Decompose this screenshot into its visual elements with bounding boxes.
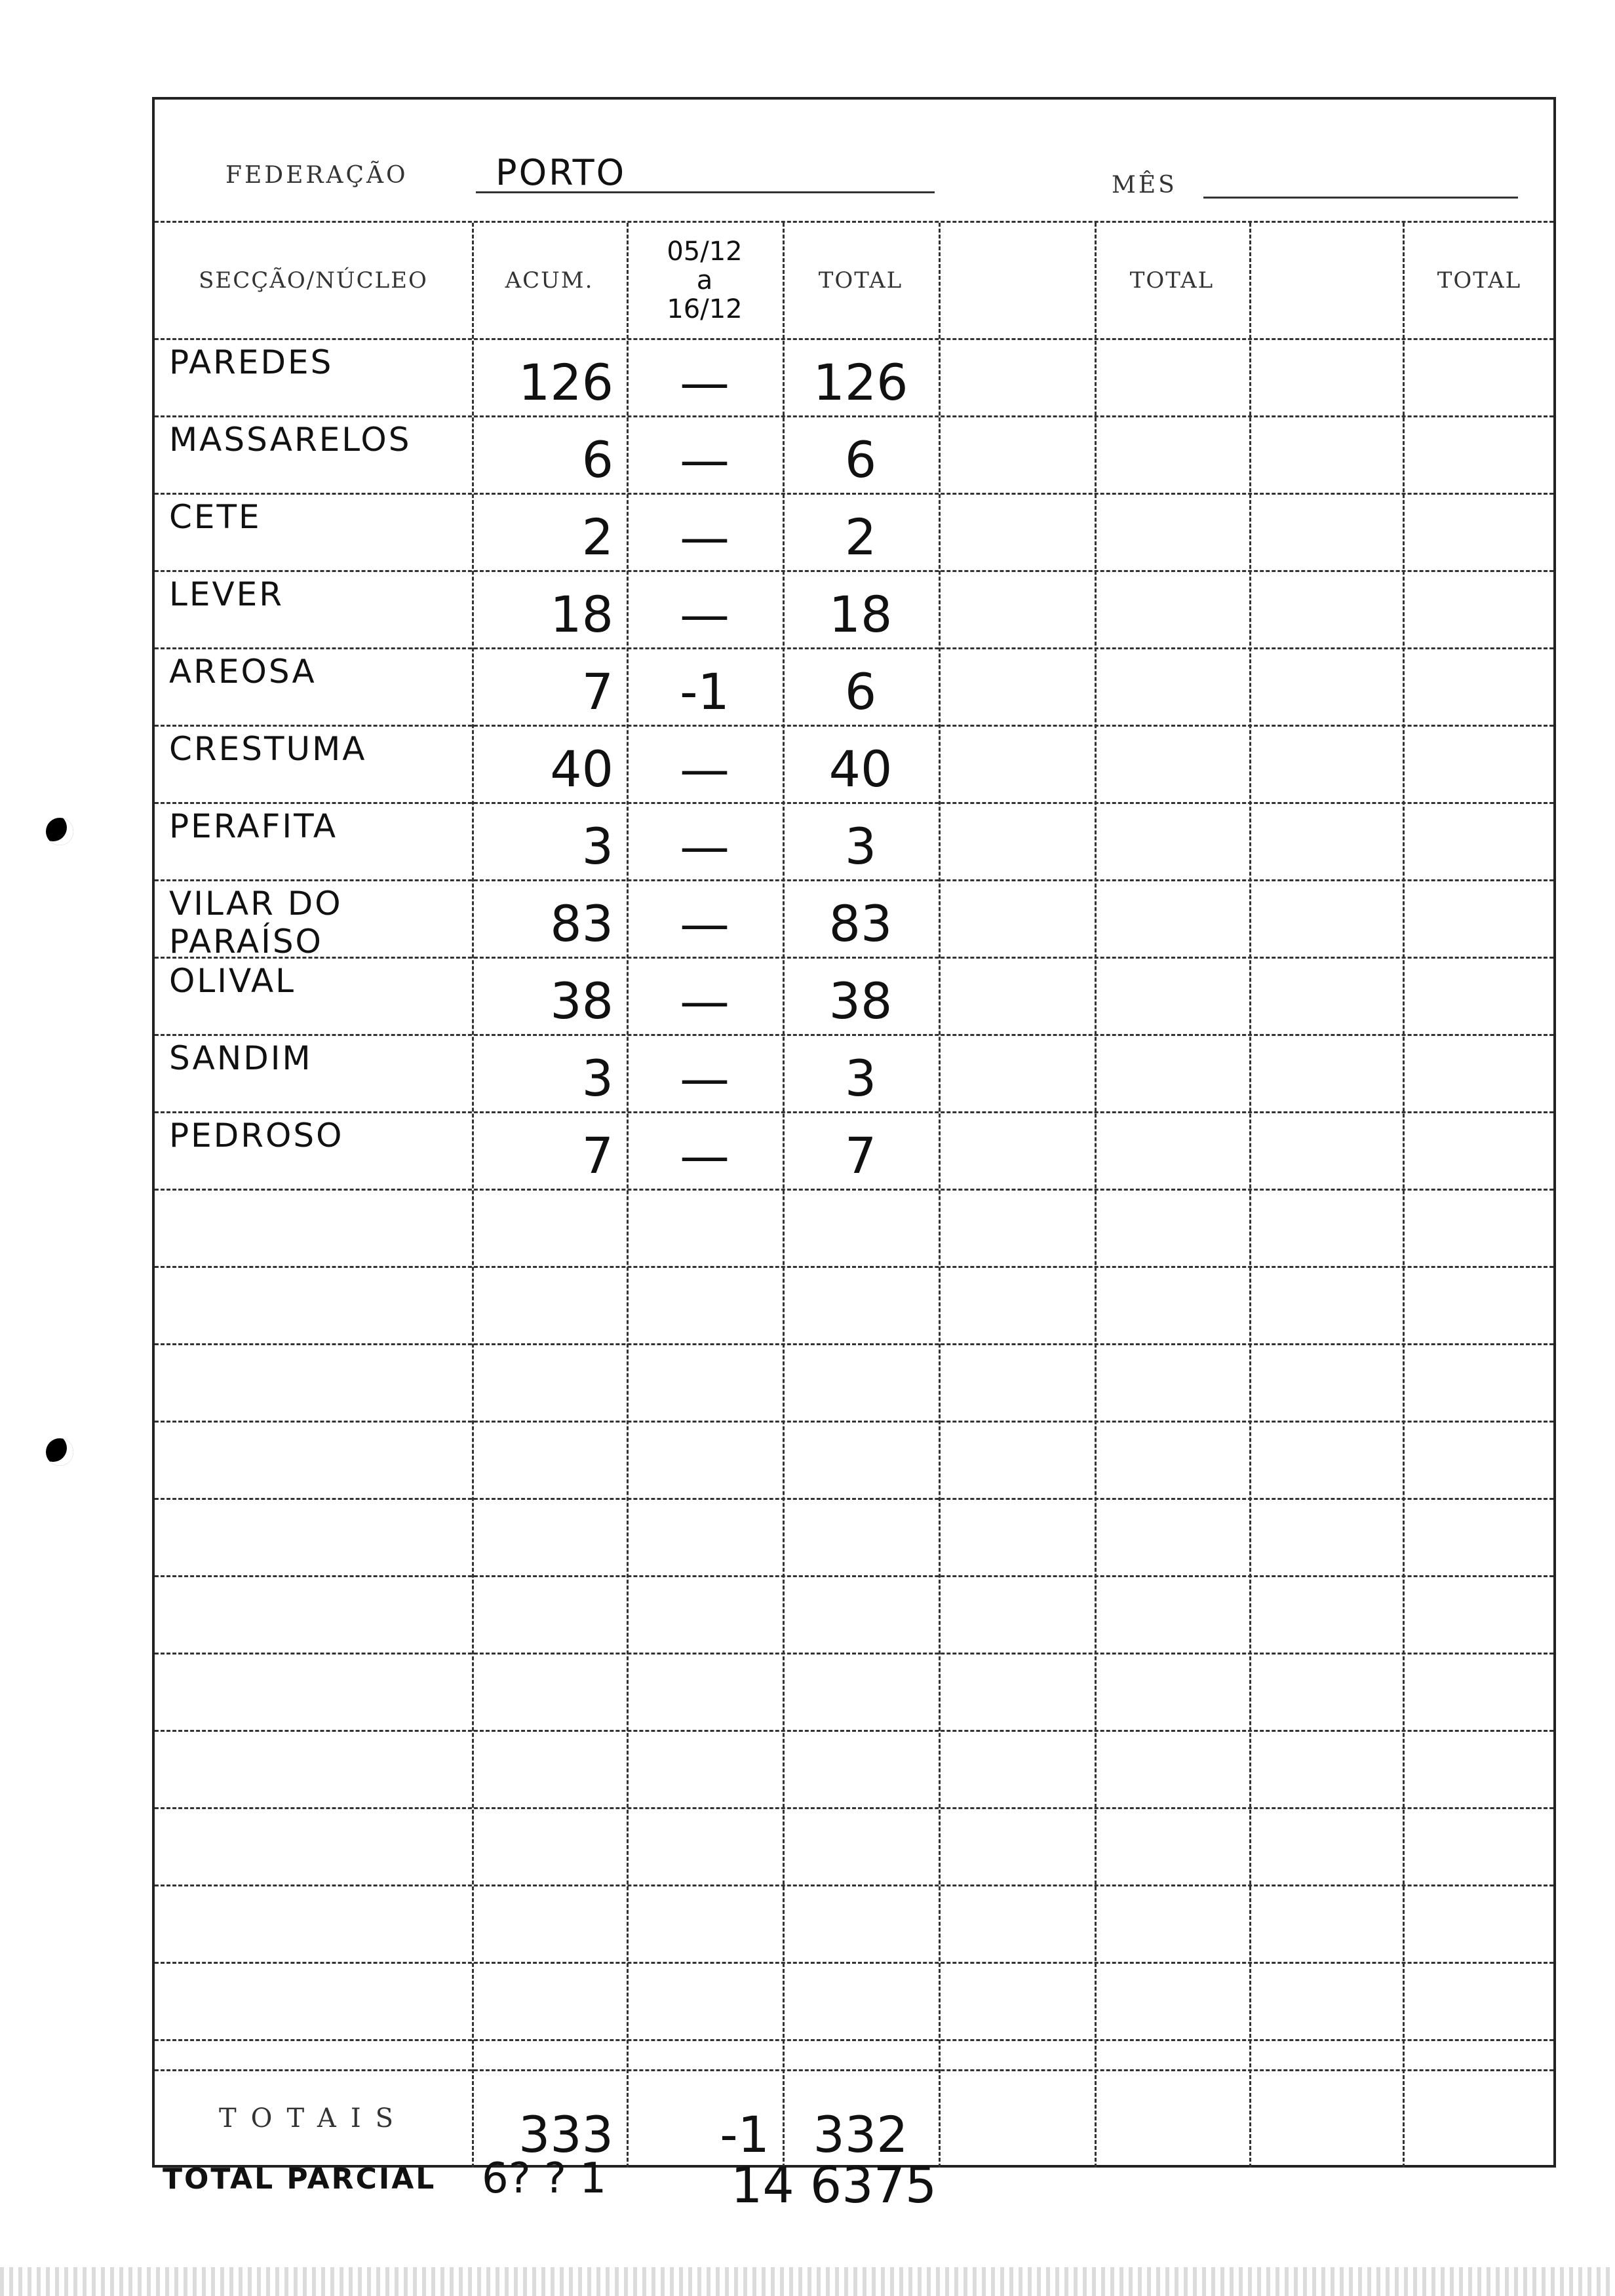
row-name: PERAFITA <box>169 807 338 845</box>
row-name: MASSARELOS <box>169 421 412 459</box>
row-name: VILAR DO PARAÍSO <box>169 885 343 961</box>
row-total: 6 <box>844 430 877 489</box>
column-header-total: TOTAL <box>818 267 903 294</box>
row-acum: 83 <box>550 894 613 953</box>
row-period: — <box>680 585 730 643</box>
report-form <box>152 97 1556 2168</box>
row-total: 6 <box>844 662 877 721</box>
column-header-total: TOTAL <box>1129 267 1215 294</box>
totais-acum: 333 <box>518 2105 613 2164</box>
row-acum: 3 <box>581 1049 613 1107</box>
column-divider <box>1095 223 1097 2168</box>
row-period: — <box>680 508 730 566</box>
row-total: 2 <box>844 508 877 566</box>
federacao-label: FEDERAÇÃO <box>225 162 408 189</box>
row-name: CRESTUMA <box>169 730 367 768</box>
punch-hole-icon <box>46 1438 73 1466</box>
row-name: CETE <box>169 498 262 536</box>
column-header-period <box>627 223 783 338</box>
row-period: — <box>680 817 730 875</box>
scan-artifact <box>0 2267 1615 2296</box>
row-period: — <box>680 1126 730 1185</box>
row-divider <box>155 1885 1553 1886</box>
row-total: 3 <box>844 1049 877 1107</box>
row-divider <box>155 1189 1553 1191</box>
row-divider <box>155 1807 1553 1809</box>
row-acum: 126 <box>518 353 613 411</box>
row-period: — <box>680 430 730 489</box>
column-divider <box>1249 223 1251 2168</box>
row-divider <box>155 1498 1553 1500</box>
row-period: — <box>680 740 730 798</box>
period-header-part: a <box>696 265 713 296</box>
form-header <box>155 100 1553 223</box>
row-divider <box>155 1266 1553 1268</box>
row-total: 38 <box>828 972 893 1030</box>
mes-label: MÊS <box>1112 172 1177 199</box>
row-name: AREOSA <box>169 653 317 691</box>
column-divider <box>1403 223 1405 2168</box>
row-period: -1 <box>680 662 730 721</box>
row-divider <box>155 1962 1553 1964</box>
row-name: OLIVAL <box>169 962 296 1000</box>
row-period: — <box>680 353 730 411</box>
row-acum: 7 <box>581 662 613 721</box>
row-total: 83 <box>828 894 893 953</box>
total-parcial-total: 14 6375 <box>731 2156 937 2214</box>
column-header-seccao: SECÇÃO/NÚCLEO <box>199 267 428 294</box>
row-acum: 40 <box>550 740 613 798</box>
row-acum: 7 <box>581 1126 613 1185</box>
row-total: 3 <box>844 817 877 875</box>
row-acum: 18 <box>550 585 613 643</box>
federacao-underline <box>476 191 935 193</box>
row-name: PEDROSO <box>169 1117 344 1155</box>
column-divider <box>939 223 941 2168</box>
totais-label: TOTAIS <box>218 2103 408 2133</box>
totais-period: -1 <box>720 2105 769 2164</box>
row-period: — <box>680 894 730 953</box>
row-name: SANDIM <box>169 1039 313 1077</box>
column-header-acum: ACUM. <box>505 267 594 294</box>
row-divider <box>155 1575 1553 1577</box>
total-parcial-acum: 6? ? 1 <box>482 2154 607 2203</box>
row-total: 7 <box>844 1126 877 1185</box>
period-header-part: 16/12 <box>667 294 743 324</box>
total-parcial-label: TOTAL PARCIAL <box>163 2162 437 2196</box>
federacao-value: PORTO <box>496 152 627 193</box>
row-name: PAREDES <box>169 343 334 381</box>
row-total: 126 <box>813 353 908 411</box>
data-grid <box>155 223 1553 2168</box>
row-period: — <box>680 972 730 1030</box>
row-total: 18 <box>828 585 893 643</box>
row-total: 40 <box>828 740 893 798</box>
mes-underline <box>1203 197 1518 199</box>
punch-hole-icon <box>46 818 73 845</box>
row-period: — <box>680 1049 730 1107</box>
row-divider <box>155 1343 1553 1345</box>
row-acum: 2 <box>581 508 613 566</box>
totais-total: 332 <box>813 2105 908 2164</box>
row-divider <box>155 2039 1553 2041</box>
period-header-part: 05/12 <box>667 237 743 267</box>
row-divider <box>155 1730 1553 1732</box>
row-divider <box>155 1653 1553 1655</box>
row-acum: 3 <box>581 817 613 875</box>
row-acum: 6 <box>581 430 613 489</box>
row-divider <box>155 1421 1553 1423</box>
row-name: LEVER <box>169 575 284 613</box>
row-acum: 38 <box>550 972 613 1030</box>
column-header-total: TOTAL <box>1437 267 1522 294</box>
